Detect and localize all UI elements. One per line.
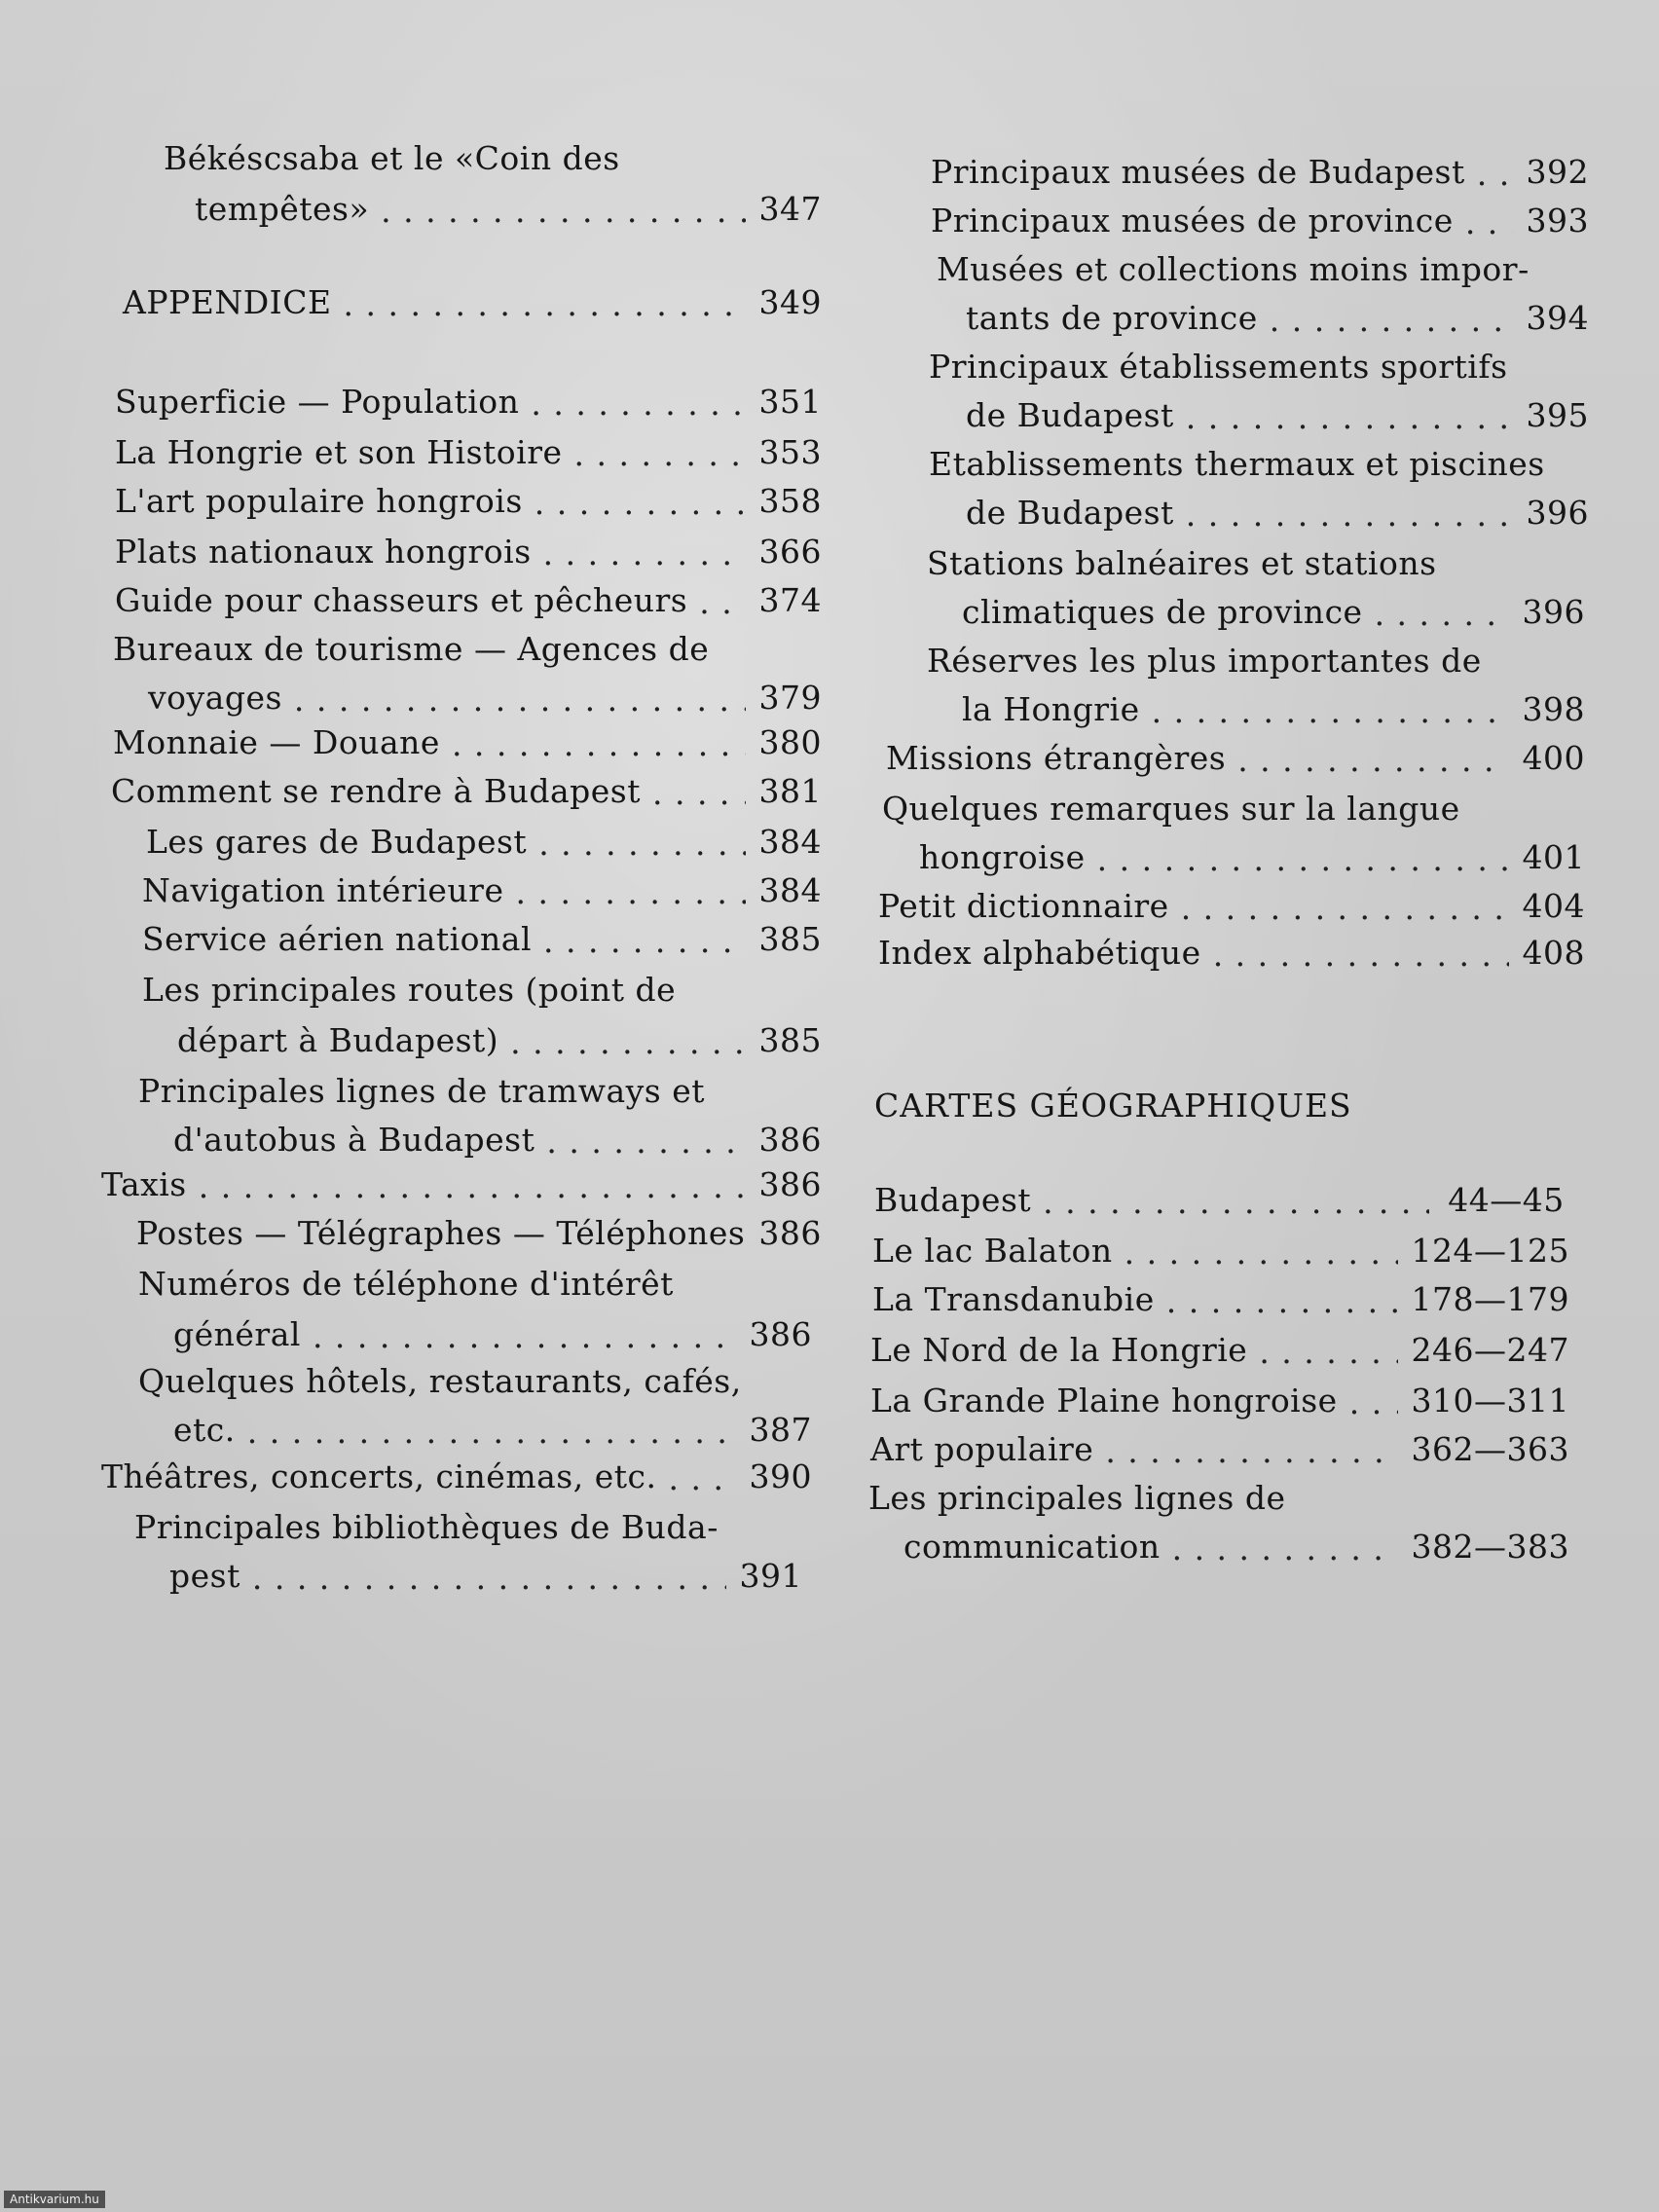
toc-entry-text: tants de province — [966, 299, 1258, 337]
toc-entry-text: Musées et collections moins impor- — [937, 250, 1530, 288]
dot-leader — [531, 387, 745, 420]
toc-page-number: 398 — [1522, 690, 1585, 728]
dot-leader — [294, 683, 746, 716]
map-entry-text: La Grande Plaine hongroise — [870, 1382, 1338, 1419]
toc-entry-text: Théâtres, concerts, cinémas, etc. — [101, 1457, 657, 1495]
toc-entry-text: etc. — [173, 1411, 236, 1449]
toc-page-number: 401 — [1522, 838, 1585, 876]
toc-page-number: 396 — [1522, 593, 1585, 631]
dot-leader — [1465, 206, 1513, 239]
map-page-range: 382—383 — [1411, 1528, 1569, 1566]
dot-leader — [1186, 498, 1513, 531]
toc-entry-text: climatiques de province — [962, 593, 1363, 631]
dot-leader — [510, 1026, 745, 1058]
toc-entry-text: Quelques remarques sur la langue — [882, 790, 1460, 828]
toc-entry-text: de Budapest — [966, 494, 1174, 532]
toc-entry-text: Principaux musées de Budapest — [931, 153, 1465, 191]
toc-entry-text: général — [173, 1315, 301, 1353]
toc-entry-text: Monnaie — Douane — [113, 723, 440, 761]
dot-leader — [1186, 401, 1513, 433]
toc-page-number: 384 — [758, 871, 822, 909]
toc-entry-text: Principaux établissements sportifs — [929, 348, 1508, 386]
dot-leader — [699, 586, 745, 618]
toc-entry-text: Principaux musées de province — [931, 202, 1454, 240]
map-entry-text: Le Nord de la Hongrie — [870, 1331, 1248, 1369]
toc-entry-text: Comment se rendre à Budapest — [111, 772, 641, 810]
toc-page-number: 384 — [758, 823, 822, 861]
dot-leader — [1270, 304, 1513, 336]
toc-entry-text: départ à Budapest) — [177, 1021, 499, 1059]
toc-page-number: 380 — [758, 723, 822, 761]
dot-leader — [1152, 695, 1509, 727]
toc-page-number: 400 — [1522, 739, 1585, 777]
toc-page-number: 386 — [758, 1165, 822, 1203]
toc-entry-text: Postes — Télégraphes — Téléphones — [136, 1214, 746, 1252]
map-page-range: 178—179 — [1411, 1280, 1569, 1318]
dot-leader — [652, 777, 746, 809]
dot-leader — [574, 438, 746, 470]
dot-leader — [1349, 1386, 1398, 1419]
toc-entry-text: Les principales routes (point de — [142, 971, 677, 1009]
section-heading-cartes: CARTES GÉOGRAPHIQUES — [874, 1087, 1352, 1124]
dot-leader — [344, 288, 746, 320]
toc-page-number: 385 — [758, 920, 822, 958]
dot-leader — [668, 1462, 735, 1494]
toc-page-number: 349 — [758, 283, 822, 321]
toc-page-number: 366 — [758, 533, 822, 571]
toc-page-number: 351 — [758, 383, 822, 421]
toc-page-number: 391 — [739, 1557, 802, 1595]
toc-entry-text: Guide pour chasseurs et pêcheurs — [115, 581, 688, 619]
toc-page-number: 381 — [758, 772, 822, 810]
toc-entry-text: tempêtes» — [195, 190, 370, 228]
dot-leader — [546, 1125, 745, 1158]
dot-leader — [1097, 843, 1509, 875]
toc-entry-text: Navigation intérieure — [142, 871, 504, 909]
section-heading-appendice: APPENDICE — [123, 283, 332, 321]
toc-entry-text: Index alphabétique — [878, 934, 1201, 972]
toc-entry-text: Stations balnéaires et stations — [927, 544, 1437, 582]
dot-leader — [543, 925, 745, 957]
toc-page-number: 408 — [1522, 934, 1585, 972]
toc-page-number: 385 — [758, 1021, 822, 1059]
map-entry-text: Le lac Balaton — [872, 1232, 1113, 1270]
toc-page-number: 386 — [758, 1121, 822, 1159]
toc-entry-text: Plats nationaux hongrois — [115, 533, 532, 571]
dot-leader — [538, 828, 745, 860]
toc-entry-text: Etablissements thermaux et piscines — [929, 445, 1545, 483]
toc-page-number: 395 — [1526, 396, 1589, 434]
dot-leader — [252, 1562, 726, 1594]
map-entry-text: La Transdanubie — [872, 1280, 1155, 1318]
dot-leader — [452, 728, 746, 760]
toc-entry-text: Bureaux de tourisme — Agences de — [113, 630, 710, 668]
toc-page-number: 392 — [1526, 153, 1589, 191]
toc-page-number: 390 — [749, 1457, 812, 1495]
map-entry-text: Art populaire — [870, 1430, 1094, 1468]
toc-page-number: 353 — [758, 433, 822, 471]
map-entry-text: Les principales lignes de — [868, 1479, 1286, 1517]
dot-leader — [1259, 1336, 1397, 1368]
toc-entry-text: d'autobus à Budapest — [173, 1121, 535, 1159]
toc-page-number: 374 — [758, 581, 822, 619]
toc-entry-text: Quelques hôtels, restaurants, cafés, — [138, 1362, 742, 1400]
toc-entry-text: Service aérien national — [142, 920, 533, 958]
toc-entry-text: Superficie — Population — [115, 383, 520, 421]
map-page-range: 362—363 — [1411, 1430, 1569, 1468]
map-entry-text: communication — [903, 1528, 1161, 1566]
toc-page-number: 396 — [1526, 494, 1589, 532]
toc-entry-text: L'art populaire hongrois — [115, 482, 523, 520]
dot-leader — [1181, 892, 1509, 924]
dot-leader — [1043, 1186, 1429, 1218]
toc-page-number: 393 — [1526, 202, 1589, 240]
dot-leader — [313, 1320, 736, 1352]
watermark: Antikvarium.hu — [4, 2191, 105, 2208]
toc-page-number: 358 — [758, 482, 822, 520]
dot-leader — [1124, 1236, 1398, 1269]
toc-page-number: 386 — [758, 1214, 822, 1252]
dot-leader — [381, 195, 745, 227]
toc-page-number: 394 — [1526, 299, 1589, 337]
toc-entry-text: Les gares de Budapest — [146, 823, 528, 861]
map-entry-text: Budapest — [874, 1181, 1032, 1219]
dot-leader — [1166, 1285, 1398, 1317]
toc-entry-text: Petit dictionnaire — [878, 887, 1169, 925]
dot-leader — [516, 876, 746, 908]
toc-page-number: 387 — [749, 1411, 812, 1449]
toc-entry-text: Principales bibliothèques de Buda- — [134, 1508, 719, 1546]
toc-entry-text: Réserves les plus importantes de — [927, 642, 1482, 680]
toc-entry-text: La Hongrie et son Histoire — [115, 433, 563, 471]
map-page-range: 124—125 — [1411, 1232, 1569, 1270]
toc-entry-text: hongroise — [919, 838, 1086, 876]
toc-entry-text: Principales lignes de tramways et — [138, 1072, 705, 1110]
map-page-range: 246—247 — [1411, 1331, 1569, 1369]
toc-page-number: 404 — [1522, 887, 1585, 925]
toc-entry-text: Békéscsaba et le «Coin des — [164, 139, 620, 177]
toc-entry-text: pest — [169, 1557, 240, 1595]
map-page-range: 310—311 — [1411, 1382, 1569, 1419]
toc-entry-text: Missions étrangères — [886, 739, 1227, 777]
dot-leader — [1477, 158, 1513, 190]
toc-entry-text: Taxis — [101, 1165, 187, 1203]
dot-leader — [1172, 1532, 1398, 1565]
toc-entry-text: de Budapest — [966, 396, 1174, 434]
toc-entry-text: voyages — [148, 679, 282, 717]
dot-leader — [1213, 939, 1509, 971]
dot-leader — [543, 537, 746, 570]
dot-leader — [1105, 1435, 1397, 1467]
dot-leader — [1237, 744, 1508, 776]
toc-entry-text: Numéros de téléphone d'intérêt — [138, 1265, 674, 1303]
toc-page-number: 379 — [758, 679, 822, 717]
toc-entry-text: la Hongrie — [962, 690, 1140, 728]
toc-page-number: 386 — [749, 1315, 812, 1353]
dot-leader — [535, 487, 746, 519]
dot-leader — [247, 1416, 736, 1448]
dot-leader — [1375, 598, 1509, 630]
dot-leader — [199, 1170, 746, 1202]
toc-page-number: 347 — [758, 190, 822, 228]
map-page-range: 44—45 — [1448, 1181, 1565, 1219]
